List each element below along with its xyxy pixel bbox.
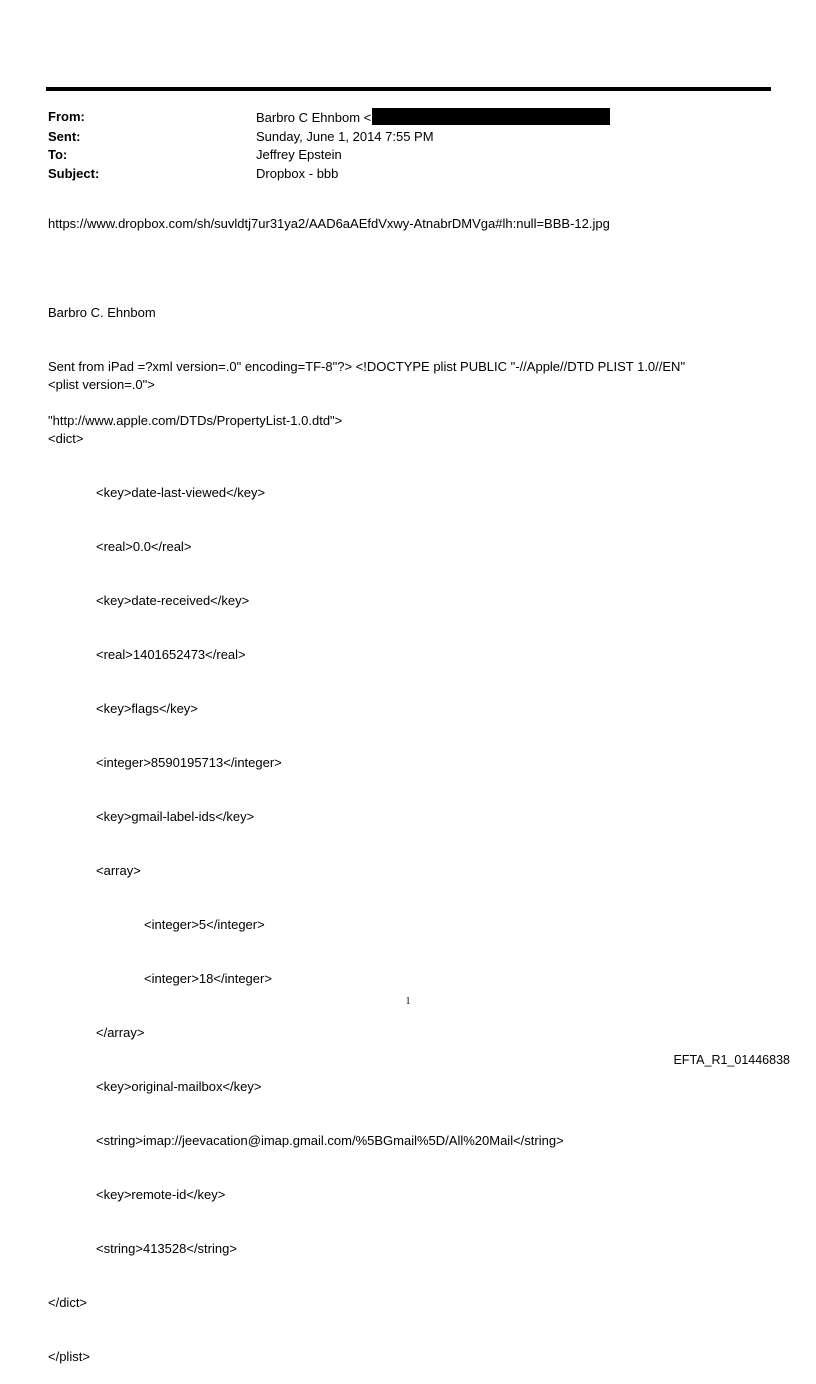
redaction-block — [372, 108, 610, 125]
plist-line: <key>original-mailbox</key> — [96, 1079, 262, 1094]
dropbox-link[interactable]: https://www.dropbox.com/sh/suvldtj7ur31ya2/AAD6aAEfdVxwy-AtnabrDMVga#lh:null=BBB-12.jpg — [48, 216, 610, 231]
plist-line: <key>flags</key> — [96, 701, 198, 716]
email-header — [48, 108, 610, 183]
plist-line: <string>imap://jeevacation@imap.gmail.com/%5BGmail%5D/All%20Mail</string> — [96, 1133, 564, 1148]
sent-value: Sunday, June 1, 2014 7:55 PM — [256, 128, 434, 144]
subject-label: Subject: — [48, 165, 100, 181]
plist-line: <integer>18</integer> — [144, 971, 272, 986]
plist-line: <key>date-received</key> — [96, 593, 250, 608]
plist-line: <real>0.0</real> — [96, 539, 192, 554]
from-row — [48, 108, 610, 128]
plist-line: <real>1401652473</real> — [96, 647, 246, 662]
dict-close: </dict> — [48, 1295, 88, 1310]
plist-line: </array> — [96, 1025, 145, 1040]
plist-line: <key>gmail-label-ids</key> — [96, 809, 255, 824]
to-value: Jeffrey Epstein — [256, 147, 342, 162]
from-sender: Barbro C Ehnbom < — [256, 110, 372, 125]
signature-line-1: Sent from iPad =?xml version=.0" encoding=TF-8"?> <!DOCTYPE plist PUBLIC "-//Apple//DTD PLIST 1.0//EN" — [48, 359, 686, 374]
to-label: To: — [48, 147, 68, 162]
plist-block — [48, 340, 564, 1384]
plist-open: <plist version=.0"> — [48, 377, 155, 392]
from-value — [256, 108, 610, 128]
document-id: EFTA_R1_01446838 — [673, 1053, 790, 1067]
signature-name: Barbro C. Ehnbom — [48, 305, 156, 320]
subject-row — [48, 165, 610, 184]
signature-line-2: "http://www.apple.com/DTDs/PropertyList-1.0.dtd"> — [48, 413, 343, 428]
subject-value: Dropbox - bbb — [256, 165, 339, 181]
header-divider — [46, 87, 771, 91]
sent-label: Sent: — [48, 128, 81, 144]
dict-open: <dict> — [48, 431, 84, 446]
plist-line: <integer>8590195713</integer> — [96, 755, 282, 770]
plist-line: <key>date-last-viewed</key> — [96, 485, 266, 500]
to-row — [48, 146, 610, 165]
from-label: From: — [48, 109, 85, 124]
plist-line: <key>remote-id</key> — [96, 1187, 226, 1202]
plist-line: <array> — [96, 863, 141, 878]
plist-close: </plist> — [48, 1349, 90, 1364]
plist-line: <integer>5</integer> — [144, 917, 265, 932]
plist-line: <string>413528</string> — [96, 1241, 237, 1256]
sent-row — [48, 128, 610, 147]
page-number: 1 — [405, 996, 411, 1007]
